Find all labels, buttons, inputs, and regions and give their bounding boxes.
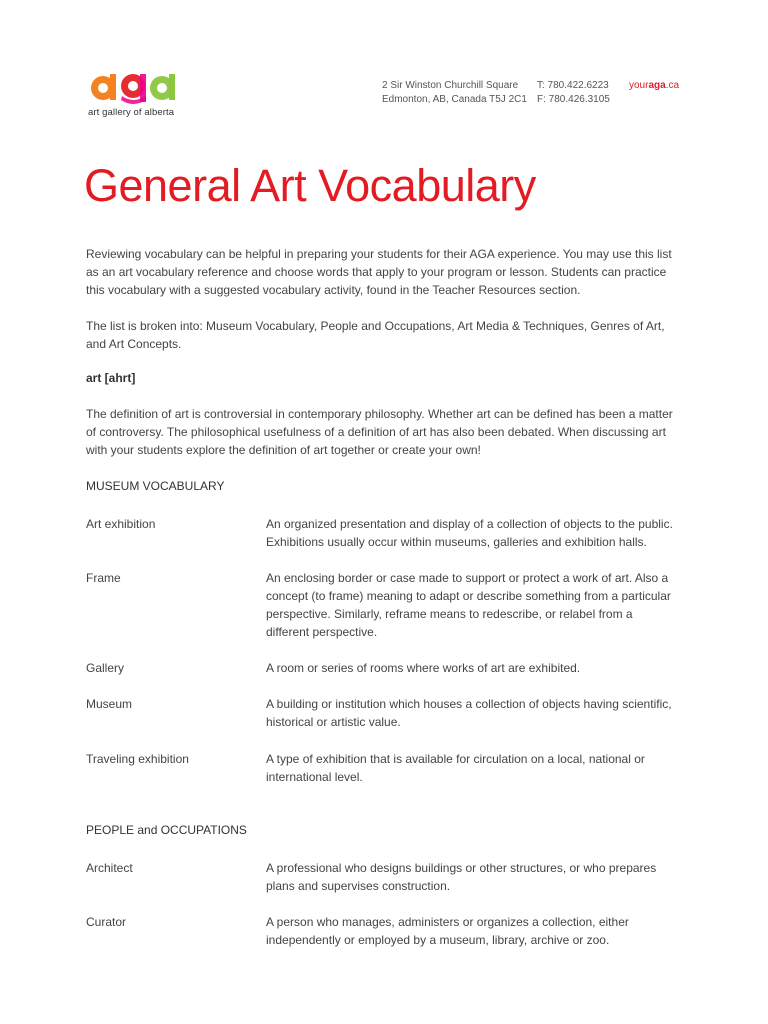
section-heading-museum-vocabulary: MUSEUM VOCABULARY [86,479,225,493]
vocab-term: Curator [86,915,127,929]
fax-number: F: 780.426.3105 [537,94,610,105]
art-definition-paragraph: The definition of art is controversial in contemporary philosophy. Whether art can be defined has been a matter of controversy. The philosophical usefulness of a definition of art has also been debated. When discussing art with your students explore the definition of art together or create your own! [86,407,673,457]
vocab-term: Frame [86,571,121,585]
website-brand: aga [648,80,666,91]
intro-paragraph: Reviewing vocabulary can be helpful in preparing your students for their AGA experience. You may use this list as an art vocabulary reference and choose words that apply to your program or lesson. Students can practice this vocabulary with a suggested vocabulary activity, found in the Teacher Resources section. [86,247,672,297]
address-block [382,79,527,107]
vocab-term: Gallery [86,661,125,675]
address-line-1: 2 Sir Winston Churchill Square [382,80,519,91]
vocab-definition: A professional who designs buildings or other structures, or who prepares plans and supervises construction. [266,861,657,893]
aga-logo-mark [88,66,184,106]
section-heading-people-occupations: PEOPLE and OCCUPATIONS [86,823,247,837]
website-link[interactable] [629,79,679,93]
vocab-term: Traveling exhibition [86,752,189,766]
vocab-definition: A person who manages, administers or organizes a collection, either independently or employed by a museum, library, archive or zoo. [266,915,629,947]
address-line-2: Edmonton, AB, Canada T5J 2C1 [382,94,527,105]
vocab-definition: A room or series of rooms where works of art are exhibited. [266,661,581,675]
website-prefix: your [629,80,649,91]
aga-logo [86,66,196,122]
phone-block [537,79,610,107]
page-title: General Art Vocabulary [84,160,536,211]
vocab-definition: A building or institution which houses a collection of objects having scientific, historical or artistic value. [266,697,672,729]
list-note-paragraph: The list is broken into: Museum Vocabulary, People and Occupations, Art Media & Techniques, Genres of Art, and Art Concepts. [86,319,665,351]
vocab-definition: An organized presentation and display of a collection of objects to the public. Exhibitions usually occur within museums, galleries and exhibition halls. [266,517,673,549]
phone-number: T: 780.422.6223 [537,80,609,91]
logo-subtitle: art gallery of alberta [88,107,175,118]
vocab-term: Art exhibition [86,517,156,531]
vocab-term: Architect [86,861,133,875]
vocab-term: Museum [86,697,133,711]
art-term-heading: art [ahrt] [86,371,136,385]
website-suffix: .ca [665,80,680,91]
vocab-definition: An enclosing border or case made to support or protect a work of art. Also a concept (to frame) meaning to adapt or describe something from a particular perspective. Similarly, reframe means to redescribe, or relabel from a different perspective. [266,571,671,639]
vocab-definition: A type of exhibition that is available for circulation on a local, national or international level. [266,752,645,784]
